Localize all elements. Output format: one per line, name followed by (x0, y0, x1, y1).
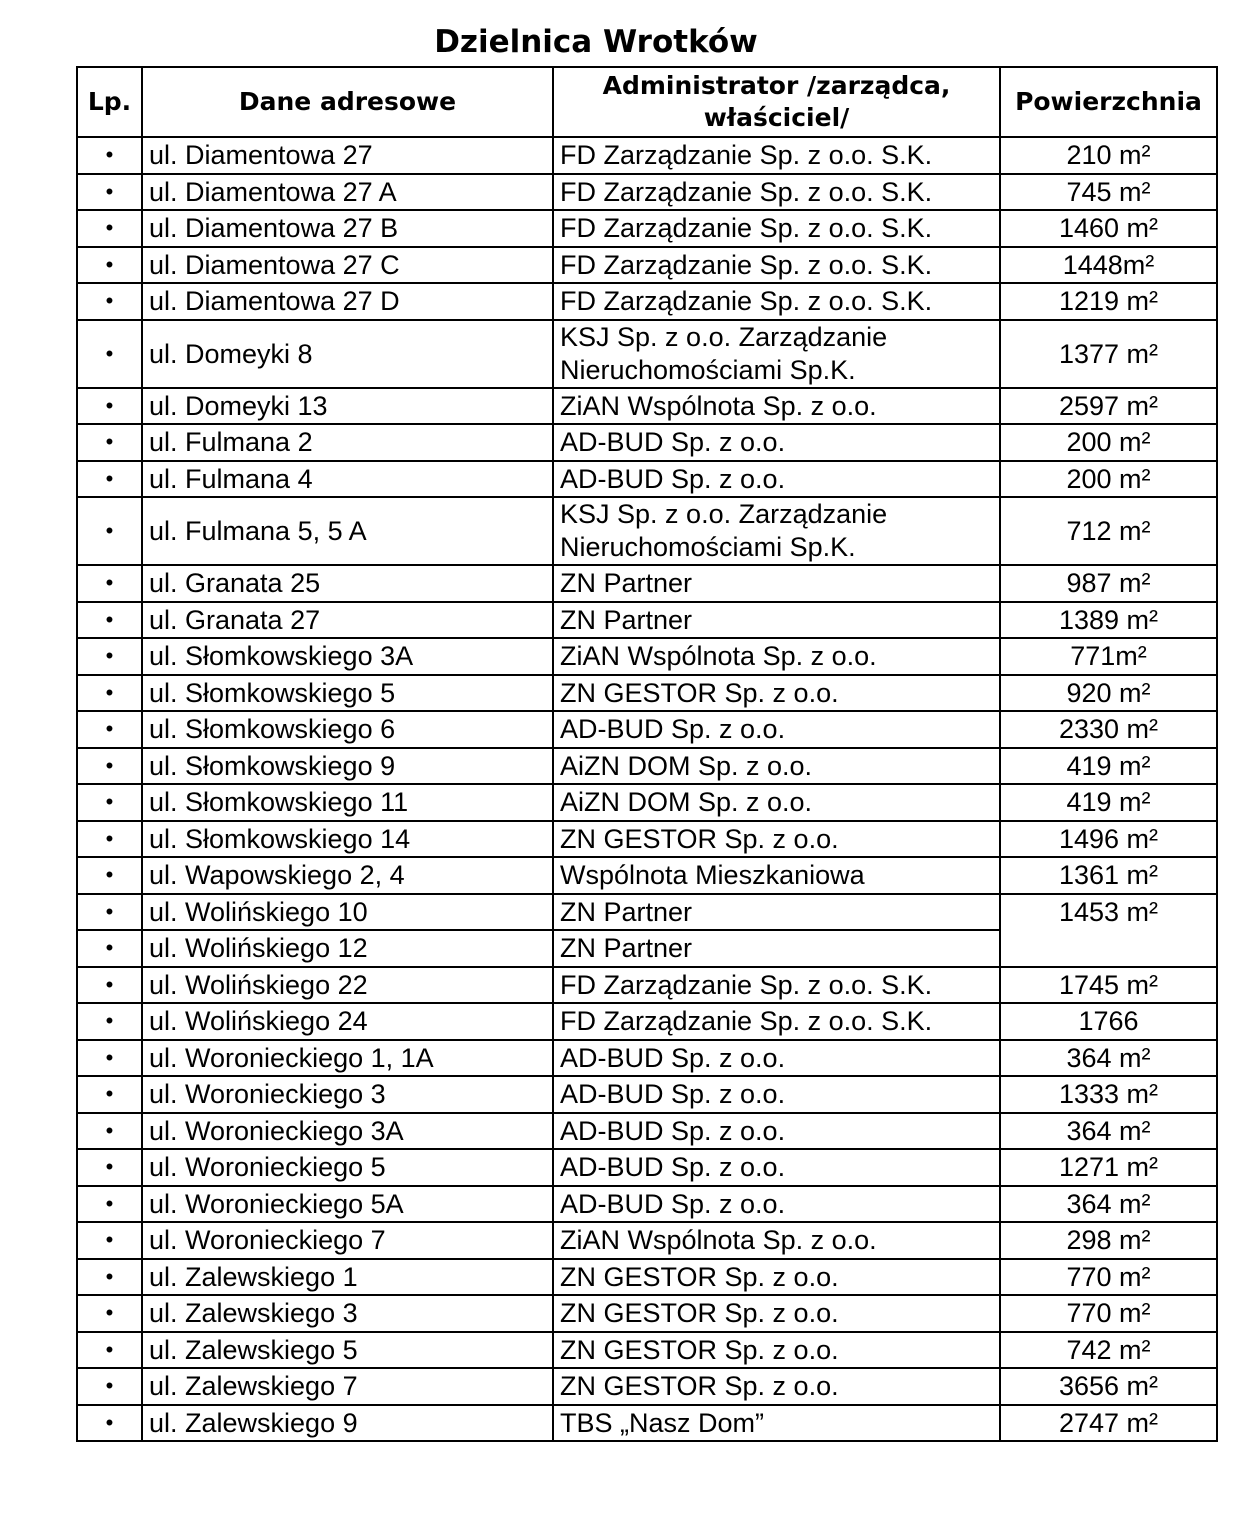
table-row (77, 748, 1217, 785)
administrator-cell: ZN Partner (553, 565, 1000, 602)
administrator-cell: ZN Partner (553, 930, 1000, 967)
table-header-row (77, 67, 1217, 137)
address-cell: ul. Granata 25 (142, 565, 553, 602)
header-address: Dane adresowe (142, 67, 553, 137)
area-cell: 419 m² (1000, 748, 1217, 785)
table-body (77, 137, 1217, 1441)
address-cell: ul. Wapowskiego 2, 4 (142, 857, 553, 894)
bullet-marker: • (77, 137, 142, 174)
administrator-cell: FD Zarządzanie Sp. z o.o. S.K. (553, 1003, 1000, 1040)
administrator-cell: AD-BUD Sp. z o.o. (553, 1113, 1000, 1150)
administrator-cell: ZN GESTOR Sp. z o.o. (553, 1295, 1000, 1332)
address-cell: ul. Wolińskiego 10 (142, 894, 553, 931)
page-title: Dzielnica Wrotków (434, 24, 758, 60)
address-cell: ul. Słomkowskiego 14 (142, 821, 553, 858)
area-cell: 419 m² (1000, 784, 1217, 821)
administrator-cell: KSJ Sp. z o.o. Zarządzanie Nieruchomościami Sp.K. (553, 320, 1000, 388)
bullet-marker: • (77, 1405, 142, 1442)
bullet-marker: • (77, 247, 142, 284)
address-cell: ul. Diamentowa 27 B (142, 210, 553, 247)
area-cell: 770 m² (1000, 1259, 1217, 1296)
address-cell: ul. Zalewskiego 3 (142, 1295, 553, 1332)
table-row (77, 784, 1217, 821)
area-cell: 1389 m² (1000, 602, 1217, 639)
header-area: Powierzchnia (1000, 67, 1217, 137)
area-cell: 210 m² (1000, 137, 1217, 174)
address-cell: ul. Zalewskiego 5 (142, 1332, 553, 1369)
area-cell: 2747 m² (1000, 1405, 1217, 1442)
bullet-marker: • (77, 821, 142, 858)
address-cell: ul. Wolińskiego 22 (142, 967, 553, 1004)
bullet-marker: • (77, 1332, 142, 1369)
bullet-marker: • (77, 497, 142, 565)
bullet-marker: • (77, 857, 142, 894)
area-cell: 1361 m² (1000, 857, 1217, 894)
table-row (77, 1186, 1217, 1223)
table-row (77, 497, 1217, 565)
administrator-cell: ZiAN Wspólnota Sp. z o.o. (553, 638, 1000, 675)
address-cell: ul. Diamentowa 27 A (142, 174, 553, 211)
address-cell: ul. Domeyki 13 (142, 388, 553, 425)
administrator-cell: AD-BUD Sp. z o.o. (553, 711, 1000, 748)
administrator-cell: ZiAN Wspólnota Sp. z o.o. (553, 388, 1000, 425)
administrator-cell: FD Zarządzanie Sp. z o.o. S.K. (553, 247, 1000, 284)
bullet-marker: • (77, 424, 142, 461)
area-cell: 2597 m² (1000, 388, 1217, 425)
bullet-marker: • (77, 602, 142, 639)
header-admin: Administrator /zarządca, właściciel/ (553, 67, 1000, 137)
administrator-cell: FD Zarządzanie Sp. z o.o. S.K. (553, 967, 1000, 1004)
address-cell: ul. Zalewskiego 9 (142, 1405, 553, 1442)
bullet-marker: • (77, 894, 142, 931)
administrator-cell: AD-BUD Sp. z o.o. (553, 461, 1000, 498)
administrator-cell: TBS „Nasz Dom” (553, 1405, 1000, 1442)
table-row (77, 320, 1217, 388)
area-cell: 1460 m² (1000, 210, 1217, 247)
area-cell: 1496 m² (1000, 821, 1217, 858)
table-row (77, 247, 1217, 284)
bullet-marker: • (77, 1149, 142, 1186)
table-row (77, 1076, 1217, 1113)
table-row (77, 565, 1217, 602)
administrator-cell: ZN GESTOR Sp. z o.o. (553, 675, 1000, 712)
administrator-cell: AiZN DOM Sp. z o.o. (553, 748, 1000, 785)
address-cell: ul. Słomkowskiego 9 (142, 748, 553, 785)
address-cell: ul. Słomkowskiego 6 (142, 711, 553, 748)
bullet-marker: • (77, 1295, 142, 1332)
bullet-marker: • (77, 1368, 142, 1405)
address-cell: ul. Diamentowa 27 C (142, 247, 553, 284)
area-cell: 770 m² (1000, 1295, 1217, 1332)
table-row (77, 602, 1217, 639)
address-cell: ul. Domeyki 8 (142, 320, 553, 388)
bullet-marker: • (77, 388, 142, 425)
bullet-marker: • (77, 748, 142, 785)
bullet-marker: • (77, 1113, 142, 1150)
administrator-cell: ZN GESTOR Sp. z o.o. (553, 1259, 1000, 1296)
administrator-cell: FD Zarządzanie Sp. z o.o. S.K. (553, 210, 1000, 247)
area-cell: 200 m² (1000, 461, 1217, 498)
administrator-cell: FD Zarządzanie Sp. z o.o. S.K. (553, 174, 1000, 211)
table-row (77, 638, 1217, 675)
administrator-cell: ZN GESTOR Sp. z o.o. (553, 1332, 1000, 1369)
bullet-marker: • (77, 1040, 142, 1077)
administrator-cell: AiZN DOM Sp. z o.o. (553, 784, 1000, 821)
administrator-cell: AD-BUD Sp. z o.o. (553, 424, 1000, 461)
bullet-marker: • (77, 461, 142, 498)
header-lp: Lp. (77, 67, 142, 137)
bullet-marker: • (77, 283, 142, 320)
properties-table (76, 66, 1218, 1442)
table-row (77, 675, 1217, 712)
table-row (77, 894, 1217, 931)
table-row (77, 1149, 1217, 1186)
address-cell: ul. Woronieckiego 3 (142, 1076, 553, 1113)
area-cell: 2330 m² (1000, 711, 1217, 748)
address-cell: ul. Wolińskiego 24 (142, 1003, 553, 1040)
bullet-marker: • (77, 1222, 142, 1259)
area-cell: 1448m² (1000, 247, 1217, 284)
bullet-marker: • (77, 638, 142, 675)
table-row (77, 1003, 1217, 1040)
address-cell: ul. Woronieckiego 3A (142, 1113, 553, 1150)
area-cell: 742 m² (1000, 1332, 1217, 1369)
bullet-marker: • (77, 967, 142, 1004)
administrator-cell: AD-BUD Sp. z o.o. (553, 1149, 1000, 1186)
table-row (77, 857, 1217, 894)
bullet-marker: • (77, 320, 142, 388)
administrator-cell: FD Zarządzanie Sp. z o.o. S.K. (553, 283, 1000, 320)
table-row (77, 283, 1217, 320)
table-row (77, 1259, 1217, 1296)
table-row (77, 210, 1217, 247)
address-cell: ul. Słomkowskiego 3A (142, 638, 553, 675)
table-row (77, 1113, 1217, 1150)
bullet-marker: • (77, 565, 142, 602)
address-cell: ul. Słomkowskiego 11 (142, 784, 553, 821)
area-cell: 920 m² (1000, 675, 1217, 712)
administrator-cell: FD Zarządzanie Sp. z o.o. S.K. (553, 137, 1000, 174)
address-cell: ul. Wolińskiego 12 (142, 930, 553, 967)
bullet-marker: • (77, 1076, 142, 1113)
area-cell: 200 m² (1000, 424, 1217, 461)
address-cell: ul. Fulmana 2 (142, 424, 553, 461)
area-cell: 1333 m² (1000, 1076, 1217, 1113)
area-cell: 1271 m² (1000, 1149, 1217, 1186)
administrator-cell: ZiAN Wspólnota Sp. z o.o. (553, 1222, 1000, 1259)
table-row (77, 174, 1217, 211)
administrator-cell: Wspólnota Mieszkaniowa (553, 857, 1000, 894)
table-row (77, 137, 1217, 174)
area-cell: 1453 m² (1000, 894, 1217, 967)
table-row (77, 711, 1217, 748)
address-cell: ul. Fulmana 4 (142, 461, 553, 498)
area-cell: 364 m² (1000, 1186, 1217, 1223)
address-cell: ul. Woronieckiego 7 (142, 1222, 553, 1259)
address-cell: ul. Fulmana 5, 5 A (142, 497, 553, 565)
administrator-cell: AD-BUD Sp. z o.o. (553, 1040, 1000, 1077)
bullet-marker: • (77, 174, 142, 211)
address-cell: ul. Woronieckiego 1, 1A (142, 1040, 553, 1077)
administrator-cell: ZN Partner (553, 894, 1000, 931)
area-cell: 1766 (1000, 1003, 1217, 1040)
area-cell: 364 m² (1000, 1113, 1217, 1150)
bullet-marker: • (77, 1003, 142, 1040)
area-cell: 1745 m² (1000, 967, 1217, 1004)
table-row (77, 1040, 1217, 1077)
bullet-marker: • (77, 930, 142, 967)
area-cell: 771m² (1000, 638, 1217, 675)
address-cell: ul. Słomkowskiego 5 (142, 675, 553, 712)
bullet-marker: • (77, 675, 142, 712)
administrator-cell: ZN GESTOR Sp. z o.o. (553, 821, 1000, 858)
table-row (77, 1222, 1217, 1259)
administrator-cell: AD-BUD Sp. z o.o. (553, 1076, 1000, 1113)
administrator-cell: KSJ Sp. z o.o. Zarządzanie Nieruchomościami Sp.K. (553, 497, 1000, 565)
administrator-cell: ZN Partner (553, 602, 1000, 639)
address-cell: ul. Woronieckiego 5A (142, 1186, 553, 1223)
area-cell: 1377 m² (1000, 320, 1217, 388)
area-cell: 712 m² (1000, 497, 1217, 565)
table-row (77, 1405, 1217, 1442)
area-cell: 987 m² (1000, 565, 1217, 602)
table-row (77, 1368, 1217, 1405)
area-cell: 3656 m² (1000, 1368, 1217, 1405)
address-cell: ul. Diamentowa 27 D (142, 283, 553, 320)
table-row (77, 1295, 1217, 1332)
bullet-marker: • (77, 711, 142, 748)
table-row (77, 967, 1217, 1004)
area-cell: 1219 m² (1000, 283, 1217, 320)
bullet-marker: • (77, 210, 142, 247)
table-row (77, 1332, 1217, 1369)
table-row (77, 461, 1217, 498)
area-cell: 298 m² (1000, 1222, 1217, 1259)
bullet-marker: • (77, 784, 142, 821)
area-cell: 364 m² (1000, 1040, 1217, 1077)
administrator-cell: AD-BUD Sp. z o.o. (553, 1186, 1000, 1223)
address-cell: ul. Zalewskiego 1 (142, 1259, 553, 1296)
address-cell: ul. Diamentowa 27 (142, 137, 553, 174)
table-row (77, 388, 1217, 425)
bullet-marker: • (77, 1186, 142, 1223)
administrator-cell: ZN GESTOR Sp. z o.o. (553, 1368, 1000, 1405)
table-row (77, 424, 1217, 461)
table-row (77, 821, 1217, 858)
bullet-marker: • (77, 1259, 142, 1296)
address-cell: ul. Woronieckiego 5 (142, 1149, 553, 1186)
address-cell: ul. Granata 27 (142, 602, 553, 639)
address-cell: ul. Zalewskiego 7 (142, 1368, 553, 1405)
area-cell: 745 m² (1000, 174, 1217, 211)
